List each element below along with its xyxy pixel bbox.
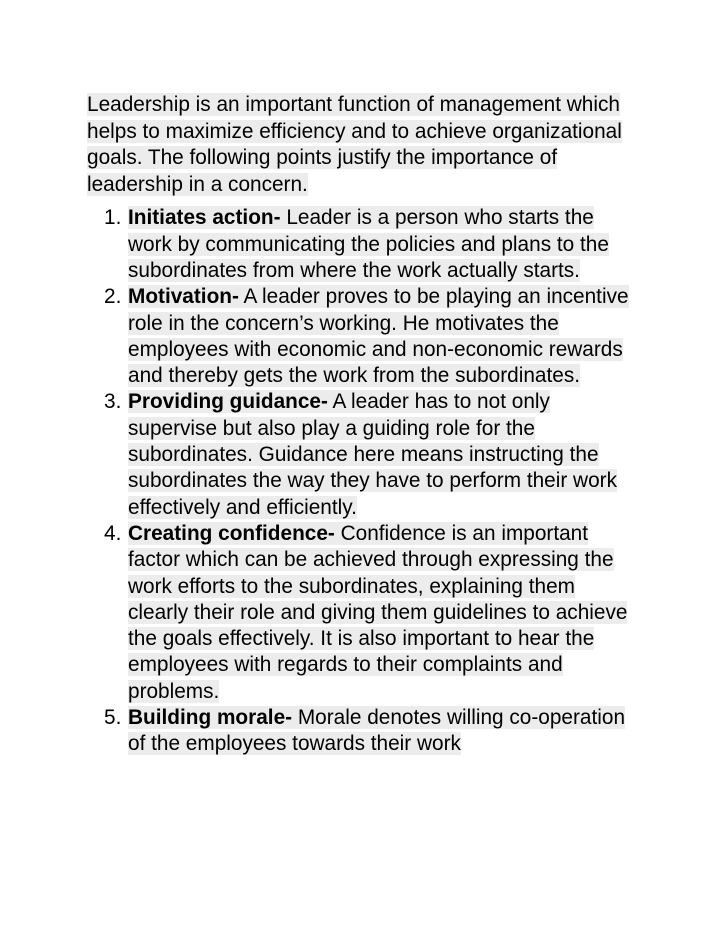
list-item-text: A leader proves to be playing an incentive role in the concern’s working. He motivates the employees with economic and non-economic rewards and thereby gets the work from the subordinates. [128,285,629,388]
list-item-term: Building morale- [128,706,293,730]
list-item [87,284,633,389]
list-item-term: Providing guidance- [128,390,328,414]
list-item-text: Morale denotes willing co-operation of the employees towards their work [128,706,626,756]
list-item-number: 5. [104,706,122,730]
list-item-term: Initiates action- [128,206,281,230]
list-item-text: Leader is a person who starts the work by communicating the policies and plans to the subordinates from where the work actually starts. [128,206,609,282]
importance-list [87,205,687,757]
list-item-text: Confidence is an important factor which can be achieved through expressing the work efforts to the subordinates, explaining them clearly their role and giving them guidelines to achieve the goals effectively. It is also important to hear the employees with regards to their complaints and problems. [128,521,628,703]
intro-paragraph [87,92,647,198]
list-item-text: A leader has to not only supervise but also play a guiding role for the subordinates. Guidance here means instructing the subordinates the way they have to perform their work effectively and efficiently. [128,390,617,519]
list-item-number: 3. [104,390,122,414]
intro-text: Leadership is an important function of management which helps to maximize efficiency and to achieve organizational goals. The following points justify the importance of leadership in a concern. [87,93,622,196]
list-item [87,705,633,758]
list-item [87,521,633,705]
list-item-number: 4. [104,521,122,545]
list-item-term: Creating confidence- [128,521,335,545]
list-item-number: 2. [104,285,122,309]
list-item-number: 1. [104,206,122,230]
list-item [87,205,633,284]
list-item-term: Motivation- [128,285,239,309]
list-item [87,389,633,520]
document-page [87,92,687,758]
